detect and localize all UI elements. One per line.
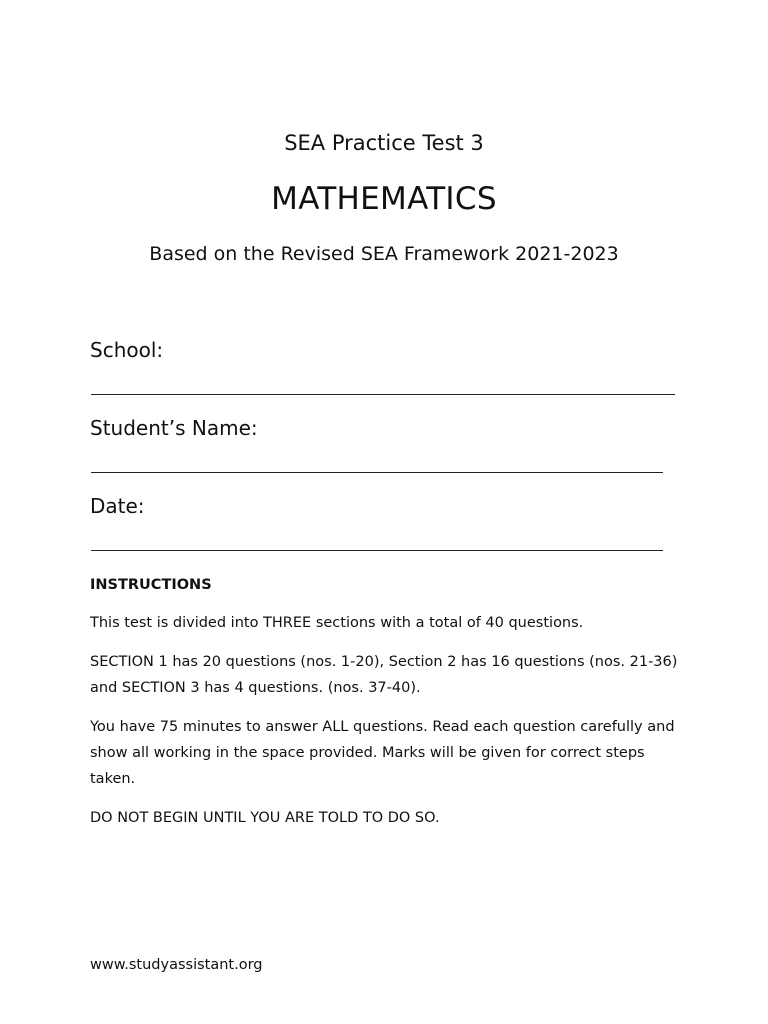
page-title: MATHEMATICS: [271, 181, 497, 217]
school-label: School:: [90, 338, 164, 362]
instructions-heading: INSTRUCTIONS: [90, 577, 212, 593]
date-label: Date:: [90, 494, 145, 518]
date-answer-line: [91, 550, 663, 551]
instructions-block: [90, 572, 680, 844]
school-answer-line: [91, 394, 675, 395]
test-subtitle: SEA Practice Test 3: [284, 131, 484, 155]
student-name-label: Student’s Name:: [90, 416, 258, 440]
footer-website: www.studyassistant.org: [90, 957, 263, 973]
instructions-paragraph: DO NOT BEGIN UNTIL YOU ARE TOLD TO DO SO.: [90, 810, 440, 826]
framework-note: Based on the Revised SEA Framework 2021-2023: [149, 243, 619, 265]
instructions-paragraph: You have 75 minutes to answer ALL questions. Read each question carefully and show all working in the space provided. Marks will be given for correct steps taken.: [90, 719, 675, 787]
instructions-paragraph: This test is divided into THREE sections with a total of 40 questions.: [90, 615, 584, 631]
student-name-answer-line: [91, 472, 663, 473]
instructions-paragraph: SECTION 1 has 20 questions (nos. 1-20), Section 2 has 16 questions (nos. 21-36) and SECTION 3 has 4 questions. (nos. 37-40).: [90, 654, 678, 696]
